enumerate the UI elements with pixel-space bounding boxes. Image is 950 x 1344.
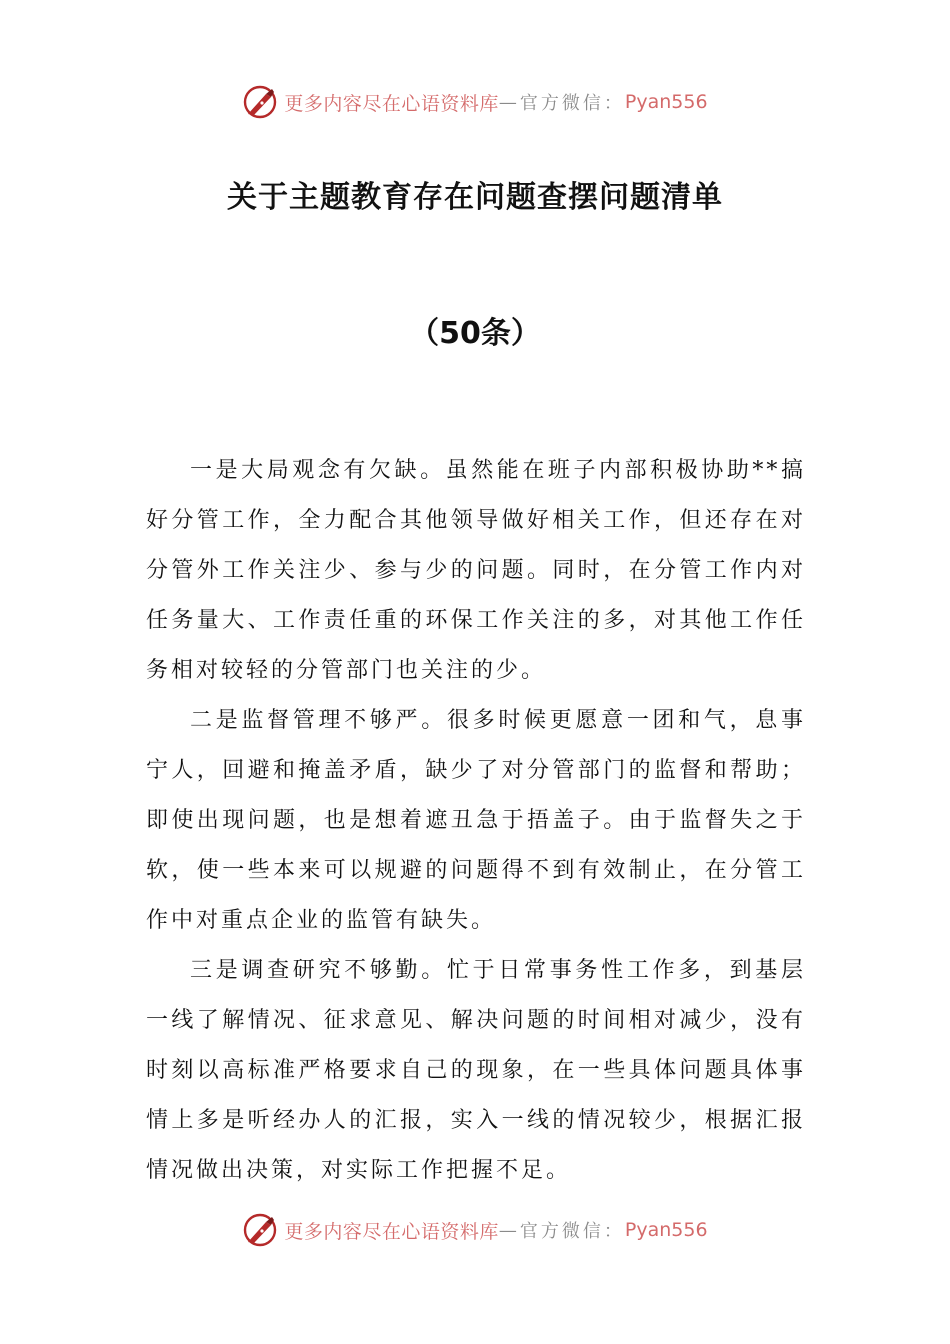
watermark-banner-bottom — [0, 1210, 950, 1250]
watermark-main-text: 更多内容尽在心语资料库 — [284, 92, 499, 115]
paragraph: 三是调查研究不够勤。忙于日常事务性工作多，到基层一线了解情况、征求意见、解决问题的时间相对减少，没有时刻以高标准严格要求自己的现象，在一些具体问题具体事情上多是听经办人的汇报，实入一线的情况较少，根据汇报情况做出决策，对实际工作把握不足。 — [146, 958, 806, 1183]
watermark-official-label: 官方微信： — [519, 1221, 625, 1242]
pen-nib-circle-icon — [242, 1212, 278, 1248]
paragraph: 二是监督管理不够严。很多时候更愿意一团和气，息事宁人，回避和掩盖矛盾，缺少了对分管部门的监督和帮助；即使出现问题，也是想着遮丑急于捂盖子。由于监督失之于软，使一些本来可以规避的问题得不到有效制止，在分管工作中对重点企业的监管有缺失。 — [146, 708, 806, 933]
pen-nib-circle-icon — [242, 84, 278, 120]
watermark-dash: — — [498, 91, 520, 113]
watermark-banner-top — [0, 82, 950, 122]
watermark-main-text: 更多内容尽在心语资料库 — [284, 1220, 499, 1243]
document-title: 关于主题教育存在问题查摆问题清单 — [227, 180, 723, 215]
watermark-dash: — — [498, 1219, 520, 1241]
document-body — [146, 446, 806, 1196]
document-subtitle: （50条） — [409, 316, 541, 351]
watermark-official-label: 官方微信： — [519, 93, 625, 114]
watermark-wechat-id: Pyan556 — [624, 1219, 708, 1241]
paragraph: 一是大局观念有欠缺。虽然能在班子内部积极协助**搞好分管工作，全力配合其他领导做好相关工作，但还存在对分管外工作关注少、参与少的问题。同时，在分管工作内对任务量大、工作责任重的环保工作关注的多，对其他工作任务相对较轻的分管部门也关注的少。 — [146, 458, 806, 683]
watermark-wechat-id: Pyan556 — [624, 91, 708, 113]
